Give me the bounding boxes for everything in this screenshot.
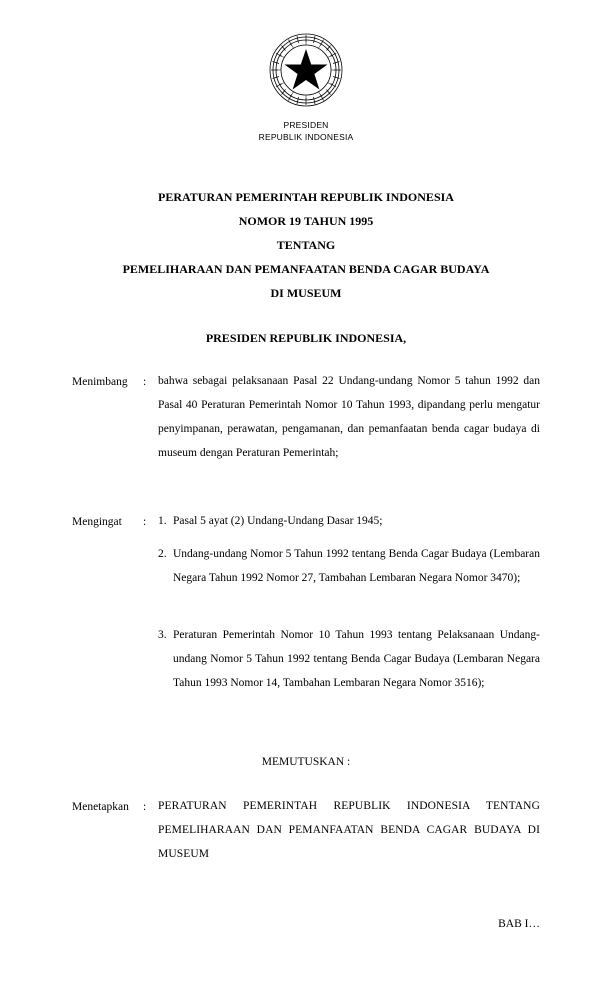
title-line-3: TENTANG xyxy=(276,238,336,252)
garuda-star-emblem-icon xyxy=(266,30,346,110)
item-number: 2. xyxy=(158,548,167,560)
item-text: Undang-undang Nomor 5 Tahun 1992 tentang Benda Cagar Budaya (Lembaran Negara Tahun 1992 Nomor 27, Tambahan Lembaran Negara Nomor 3470); xyxy=(173,548,540,584)
mengingat-item-2 xyxy=(158,542,540,590)
item-number: 1. xyxy=(158,515,167,527)
presiden-heading: PRESIDEN REPUBLIK INDONESIA, xyxy=(205,331,407,345)
title-line-2: NOMOR 19 TAHUN 1995 xyxy=(238,214,374,228)
mengingat-colon: : xyxy=(143,516,147,528)
presiden-label: PRESIDEN xyxy=(283,120,329,130)
title-line-5: DI MUSEUM xyxy=(270,286,342,300)
next-page-marker: BAB I… xyxy=(498,918,540,930)
title-line-1: PERATURAN PEMERINTAH REPUBLIK INDONESIA xyxy=(158,190,454,204)
memutuskan-heading: MEMUTUSKAN : xyxy=(261,756,351,768)
republik-indonesia-label: REPUBLIK INDONESIA xyxy=(258,132,354,142)
mengingat-item-3 xyxy=(158,623,540,695)
menimbang-text: bahwa sebagai pelaksanaan Pasal 22 Undang-undang Nomor 5 tahun 1992 dan Pasal 40 Peraturan Pemerintah Nomor 10 Tahun 1993, dipandang perlu mengatur penyimpanan, perawatan, pengamanan, dan pemanfaatan benda cagar budaya di museum dengan Peraturan Pemerintah; xyxy=(158,375,540,459)
menimbang-label: Menimbang xyxy=(72,376,128,388)
mengingat-label: Mengingat xyxy=(72,516,122,528)
title-line-4: PEMELIHARAAN DAN PEMANFAATAN BENDA CAGAR BUDAYA xyxy=(122,262,490,276)
menetapkan-label: Menetapkan xyxy=(72,801,129,813)
menimbang-colon: : xyxy=(143,376,147,388)
item-text: Peraturan Pemerintah Nomor 10 Tahun 1993 tentang Pelaksanaan Undang-undang Nomor 5 Tahun 1992 tentang Benda Cagar Budaya (Lembaran Negara Tahun 1993 Nomor 14, Tambahan Lembaran Negara Nomor 3516); xyxy=(173,629,540,689)
item-number: 3. xyxy=(158,629,167,641)
menetapkan-colon: : xyxy=(143,801,147,813)
item-text: Pasal 5 ayat (2) Undang-Undang Dasar 1945; xyxy=(173,515,383,527)
mengingat-item-1 xyxy=(158,509,540,533)
menetapkan-text: PERATURAN PEMERINTAH REPUBLIK INDONESIA TENTANG PEMELIHARAAN DAN PEMANFAATAN BENDA CAGAR BUDAYA DI MUSEUM xyxy=(158,800,540,860)
